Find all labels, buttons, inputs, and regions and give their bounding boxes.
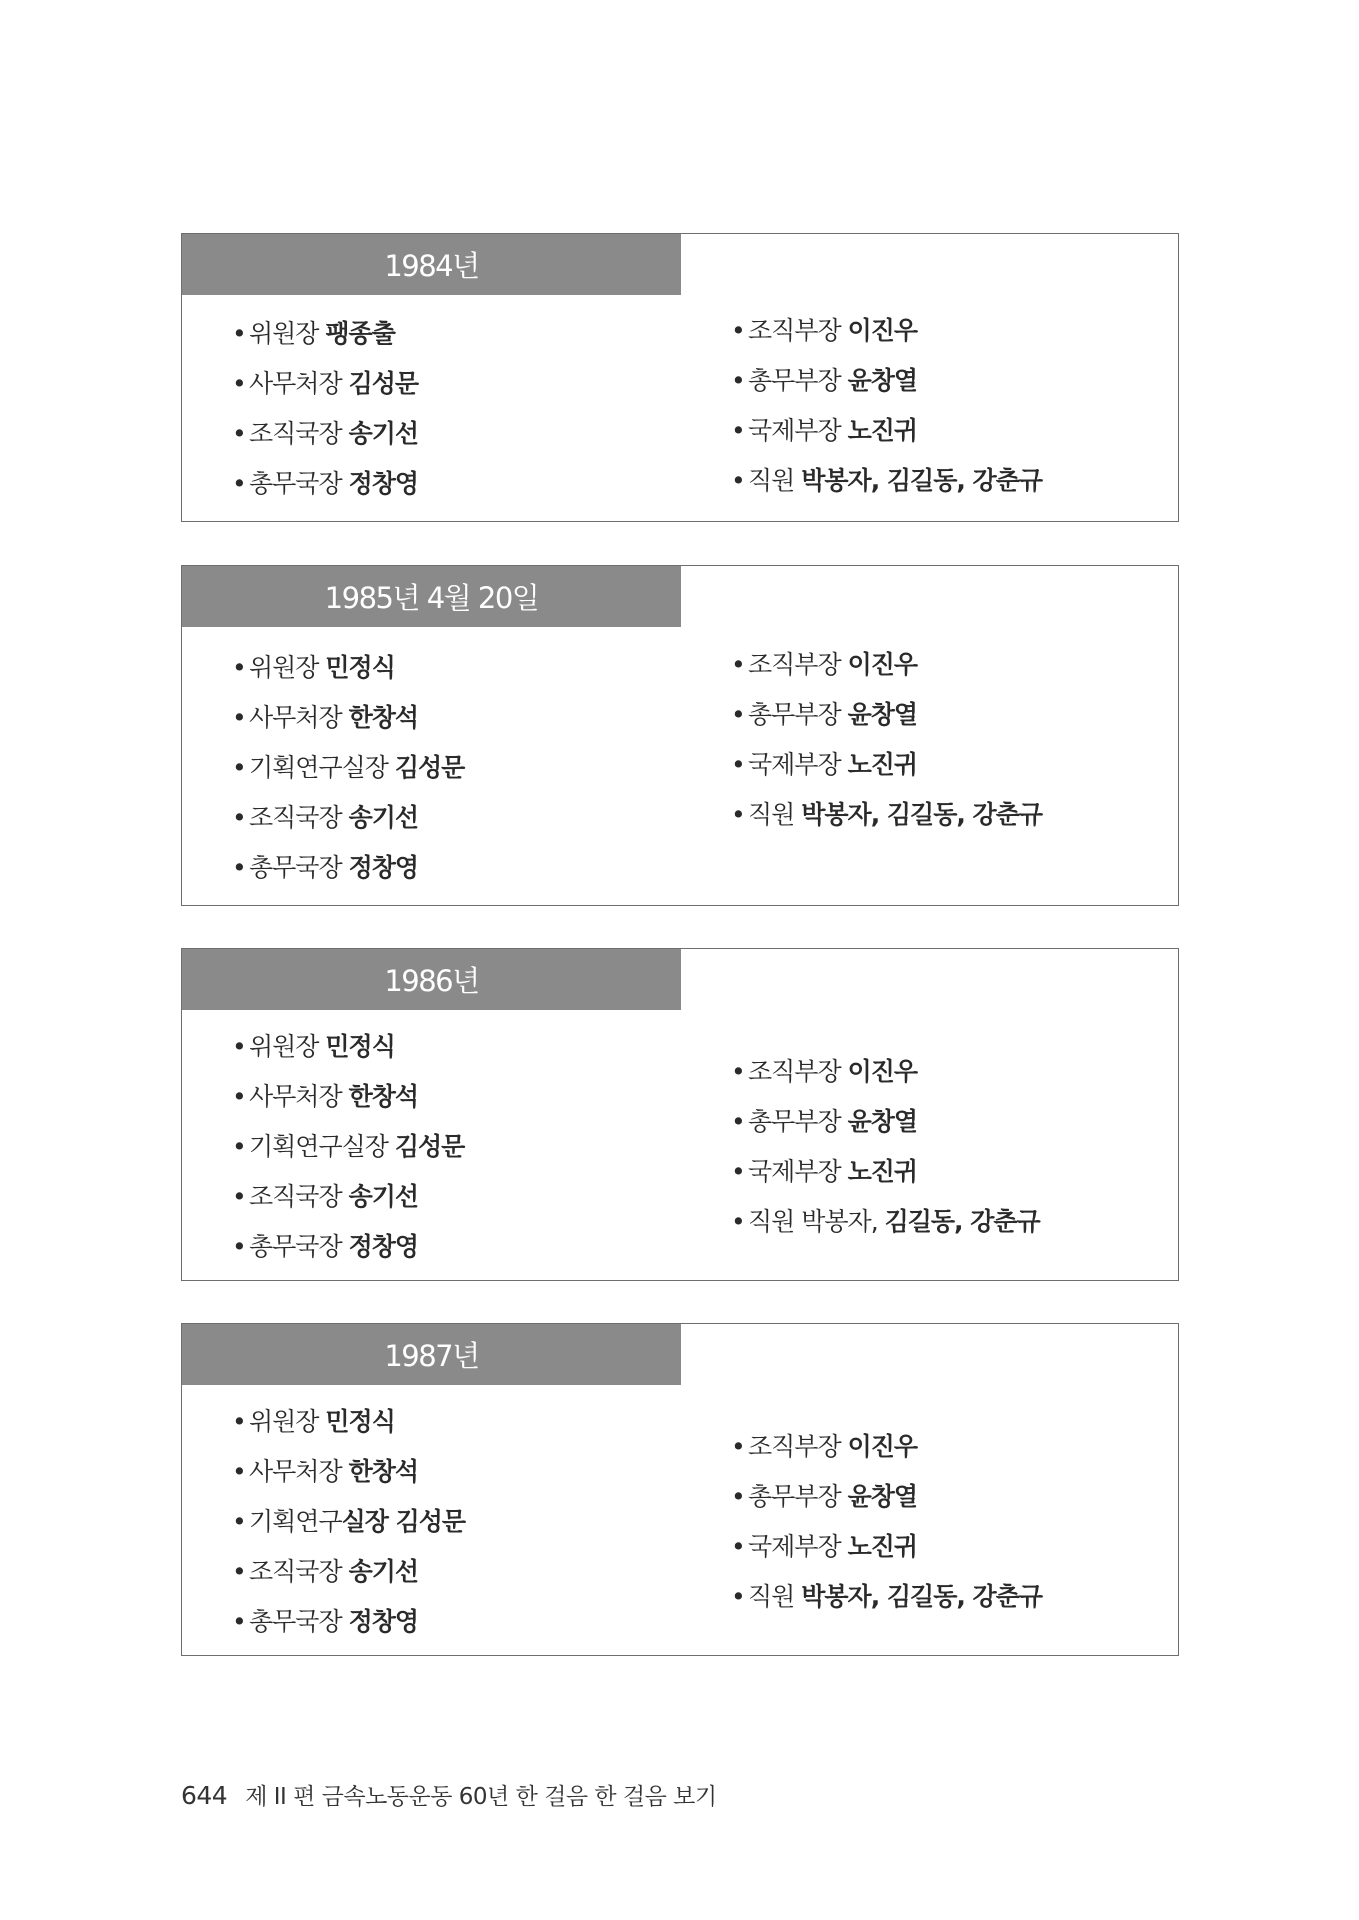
role-label: 직원 — [748, 1582, 802, 1611]
staff-name: 송기선 — [348, 1182, 419, 1211]
staff-entry: • 국제부장 노진귀 — [731, 1532, 918, 1561]
staff-entry: • 총무국장 정창영 — [232, 1607, 419, 1636]
staff-name: 박봉자, 김길동, 강춘규 — [801, 466, 1043, 495]
staff-name: 한창석 — [348, 1457, 419, 1486]
year-header: 1986년 — [182, 949, 681, 1010]
role-label: 조직국장 — [249, 803, 349, 832]
staff-entry: • 조직국장 송기선 — [232, 1182, 419, 1211]
role-label: 기획연구실장 — [249, 1132, 395, 1161]
page-footer — [181, 1778, 717, 1811]
role-label: 총무부장 — [748, 700, 848, 729]
role-label: 조직국장 — [249, 1182, 349, 1211]
role-label: 조직국장 — [249, 419, 349, 448]
staff-name: 팽종출 — [325, 319, 395, 348]
role-label: 기획연구 — [249, 1507, 342, 1536]
staff-entry: • 국제부장 노진귀 — [731, 416, 918, 445]
role-label: 위원장 — [249, 319, 326, 348]
role-label: 직원 — [748, 466, 802, 495]
role-label: 사무처장 — [249, 703, 349, 732]
section-1986 — [181, 948, 1179, 1281]
staff-entry: • 국제부장 노진귀 — [731, 750, 918, 779]
staff-name: 송기선 — [348, 803, 419, 832]
staff-entry: • 조직부장 이진우 — [731, 1432, 918, 1461]
staff-name: 정창영 — [348, 1232, 419, 1261]
staff-entry: • 직원 박봉자, 김길동, 강춘규 — [731, 800, 1043, 829]
staff-name: 송기선 — [348, 1557, 419, 1586]
staff-name: 박봉자, 김길동, 강춘규 — [801, 800, 1043, 829]
role-label: 총무국장 — [249, 469, 349, 498]
staff-name: 이진우 — [847, 316, 918, 345]
staff-name: 정창영 — [348, 469, 419, 498]
staff-entry: • 기획연구실장 김성문 — [232, 1132, 465, 1161]
role-label: 조직부장 — [748, 316, 848, 345]
staff-entry: • 총무부장 윤창열 — [731, 366, 918, 395]
staff-entry: • 직원 박봉자, 김길동, 강춘규 — [731, 1582, 1043, 1611]
role-label: 조직부장 — [748, 1057, 848, 1086]
role-label: 총무국장 — [249, 1232, 349, 1261]
staff-entry: • 조직부장 이진우 — [731, 316, 918, 345]
staff-name: 한창석 — [348, 1082, 419, 1111]
staff-entry: • 조직국장 송기선 — [232, 1557, 419, 1586]
role-label: 직원 — [748, 800, 802, 829]
role-label: 조직국장 — [249, 1557, 349, 1586]
role-label: 국제부장 — [748, 750, 848, 779]
staff-name: 노진귀 — [847, 1532, 918, 1561]
staff-name: 민정식 — [325, 1032, 395, 1061]
staff-name: 이진우 — [847, 650, 918, 679]
staff-entry: • 총무국장 정창영 — [232, 469, 419, 498]
staff-entry: • 총무부장 윤창열 — [731, 1482, 918, 1511]
staff-entry: • 총무부장 윤창열 — [731, 1107, 918, 1136]
staff-entry: • 기획연구실장 김성문 — [232, 753, 465, 782]
page-number: 644 — [181, 1781, 228, 1810]
staff-entry: • 총무국장 정창영 — [232, 853, 419, 882]
role-label: 사무처장 — [249, 1457, 349, 1486]
role-label: 국제부장 — [748, 1157, 848, 1186]
year-header: 1984년 — [182, 234, 681, 295]
role-label: 총무부장 — [748, 1482, 848, 1511]
staff-name: 김길동, 강춘규 — [884, 1207, 1040, 1236]
section-1984 — [181, 233, 1179, 522]
staff-name: 노진귀 — [847, 750, 918, 779]
staff-entry: • 기획연구실장 김성문 — [232, 1507, 466, 1536]
staff-entry: • 사무처장 한창석 — [232, 703, 419, 732]
staff-entry: • 위원장 민정식 — [232, 1032, 395, 1061]
section-1985 — [181, 565, 1179, 906]
section-1987 — [181, 1323, 1179, 1656]
staff-entry: • 직원 박봉자, 김길동, 강춘규 — [731, 1207, 1040, 1236]
role-label: 직원 박봉자, — [748, 1207, 885, 1236]
staff-name: 김성문 — [394, 753, 465, 782]
role-label: 국제부장 — [748, 1532, 848, 1561]
staff-entry: • 직원 박봉자, 김길동, 강춘규 — [731, 466, 1043, 495]
staff-entry: • 총무부장 윤창열 — [731, 700, 918, 729]
staff-entry: • 국제부장 노진귀 — [731, 1157, 918, 1186]
staff-name: 윤창열 — [847, 1482, 918, 1511]
staff-name: 윤창열 — [847, 1107, 918, 1136]
staff-entry: • 조직부장 이진우 — [731, 1057, 918, 1086]
role-label: 총무국장 — [249, 1607, 349, 1636]
staff-name: 실장 김성문 — [341, 1507, 466, 1536]
staff-name: 정창영 — [348, 853, 419, 882]
staff-name: 노진귀 — [847, 1157, 918, 1186]
staff-name: 민정식 — [325, 653, 395, 682]
role-label: 위원장 — [249, 1407, 326, 1436]
role-label: 사무처장 — [249, 369, 349, 398]
role-label: 총무부장 — [748, 1107, 848, 1136]
role-label: 위원장 — [249, 653, 326, 682]
role-label: 총무국장 — [249, 853, 349, 882]
year-header: 1985년 4월 20일 — [182, 566, 681, 627]
staff-name: 이진우 — [847, 1432, 918, 1461]
staff-name: 송기선 — [348, 419, 419, 448]
staff-name: 민정식 — [325, 1407, 395, 1436]
year-header: 1987년 — [182, 1324, 681, 1385]
role-label: 조직부장 — [748, 1432, 848, 1461]
role-label: 총무부장 — [748, 366, 848, 395]
staff-entry: • 조직국장 송기선 — [232, 803, 419, 832]
staff-name: 한창석 — [348, 703, 419, 732]
role-label: 사무처장 — [249, 1082, 349, 1111]
staff-entry: • 사무처장 한창석 — [232, 1082, 419, 1111]
staff-name: 노진귀 — [847, 416, 918, 445]
staff-name: 윤창열 — [847, 366, 918, 395]
footer-text: 제 II 편 금속노동운동 60년 한 걸음 한 걸음 보기 — [245, 1784, 717, 1810]
staff-entry: • 위원장 민정식 — [232, 653, 395, 682]
staff-name: 박봉자, 김길동, 강춘규 — [801, 1582, 1043, 1611]
staff-entry: • 총무국장 정창영 — [232, 1232, 419, 1261]
staff-entry: • 조직부장 이진우 — [731, 650, 918, 679]
staff-name: 김성문 — [348, 369, 419, 398]
staff-name: 정창영 — [348, 1607, 419, 1636]
role-label: 위원장 — [249, 1032, 326, 1061]
role-label: 기획연구실장 — [249, 753, 395, 782]
role-label: 국제부장 — [748, 416, 848, 445]
staff-entry: • 위원장 민정식 — [232, 1407, 395, 1436]
staff-entry: • 위원장 팽종출 — [232, 319, 395, 348]
staff-entry: • 사무처장 한창석 — [232, 1457, 419, 1486]
staff-entry: • 사무처장 김성문 — [232, 369, 419, 398]
staff-name: 윤창열 — [847, 700, 918, 729]
staff-name: 김성문 — [394, 1132, 465, 1161]
staff-entry: • 조직국장 송기선 — [232, 419, 419, 448]
role-label: 조직부장 — [748, 650, 848, 679]
staff-name: 이진우 — [847, 1057, 918, 1086]
